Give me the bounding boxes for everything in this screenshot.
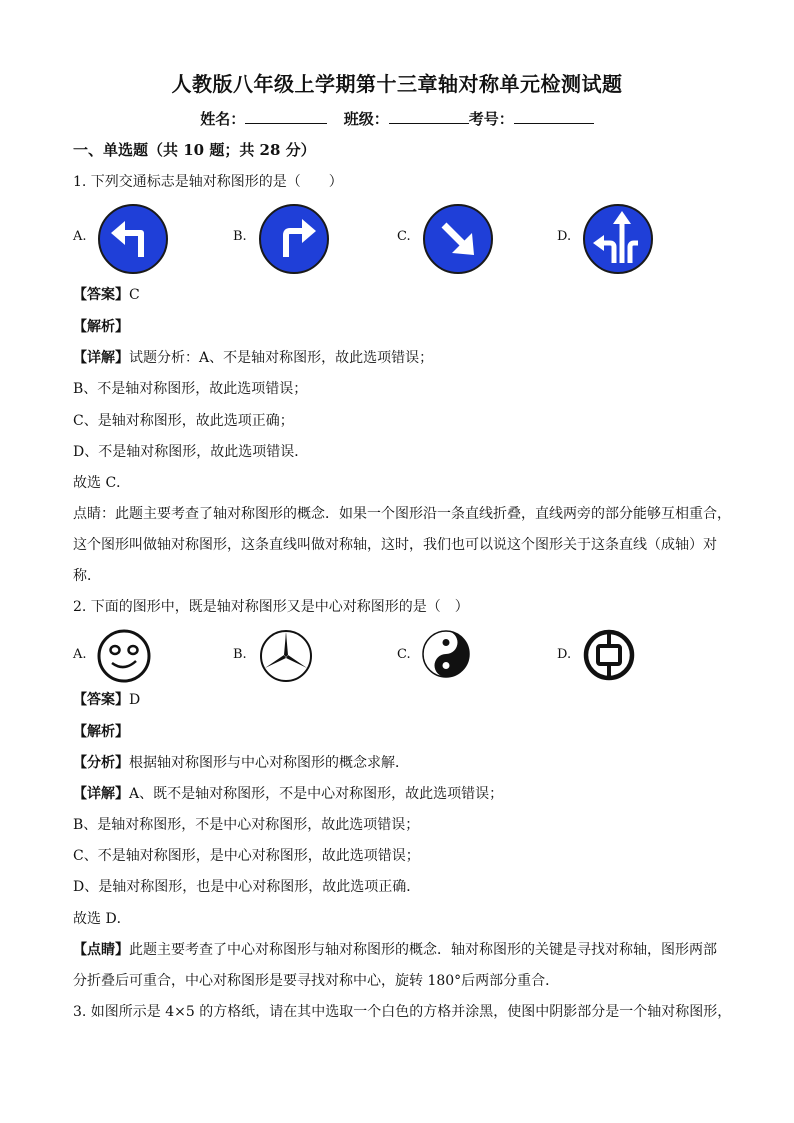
q1-detail [73,348,433,368]
page-title: 人教版八年级上学期第十三章轴对称单元检测试题 [171,72,623,96]
q2-note [73,940,717,960]
name-blank[interactable] [245,109,327,124]
straight-or-left-turn-sign-icon [582,203,654,275]
q2-analysis-label: 【解析】 [73,724,129,740]
q1-detail-text: 试题分析：A、不是轴对称图形，故此选项错误； [129,350,434,366]
right-turn-sign-icon [258,203,330,275]
q1-line-6: 这个图形叫做轴对称图形，这条直线叫做对称轴，这时，我们也可以说这个图形关于这条直线（成轴）对 [73,537,717,553]
q1-option-a-label: A. [73,229,87,244]
student-info [0,108,794,129]
q2-answer-tag: 【答案】 [73,692,129,708]
q1-answer-tag: 【答案】 [73,287,129,303]
q1-analysis-label: 【解析】 [73,319,129,335]
q2-analyze-tag: 【分析】 [73,755,129,771]
q2-analyze-text: 根据轴对称图形与中心对称图形的概念求解． [129,755,409,771]
yin-yang-icon [420,628,472,680]
q2-detail-text: A、既不是轴对称图形，不是中心对称图形，故此选项错误； [129,786,504,802]
q2-analyze [73,753,409,773]
q1-answer [73,285,140,305]
q1-stem: 1. 下列交通标志是轴对称图形的是（ ） [73,174,343,190]
section-heading: 一、单选题（共 10 题；共 28 分） [73,141,316,159]
q2-note-tag: 【点睛】 [73,942,129,958]
q2-note-text: 此题主要考查了中心对称图形与轴对称图形的概念．轴对称图形的关键是寻找对称轴，图形两部 [129,942,717,958]
q1-option-c-label: C. [397,229,411,244]
q1-line-4: 故选 C． [73,475,131,491]
q2-note-line-2: 分折叠后可重合，中心对称图形是要寻找对称中心，旋转 180°后两部分重合． [73,973,560,989]
q2-answer-value: D [129,692,141,708]
down-right-arrow-sign-icon [422,203,494,275]
q2-line-1: B、是轴对称图形，不是中心对称图形，故此选项错误； [73,817,420,833]
q2-stem: 2. 下面的图形中，既是轴对称图形又是中心对称图形的是（ ） [73,599,469,615]
class-label: 班级： [343,110,389,128]
q1-option-d-label: D. [557,229,572,244]
q2-line-4: 故选 D． [73,911,131,927]
class-blank[interactable] [389,109,469,124]
q2-option-b-label: B. [233,647,247,662]
bank-logo-icon [582,628,636,682]
q2-option-a-label: A. [73,647,87,662]
q1-line-5: 点睛：此题主要考查了轴对称图形的概念．如果一个图形沿一条直线折叠，直线两旁的部分能够互相重合， [73,506,731,522]
three-pointed-star-icon [258,628,314,684]
q2-detail-tag: 【详解】 [73,786,129,802]
q1-line-1: B、不是轴对称图形，故此选项错误； [73,381,308,397]
q1-answer-value: C [129,287,140,303]
left-turn-sign-icon [97,203,169,275]
q1-option-b-label: B. [233,229,247,244]
q1-detail-tag: 【详解】 [73,350,129,366]
q2-line-2: C、不是轴对称图形，是中心对称图形，故此选项错误； [73,848,420,864]
name-label: 姓名： [200,110,246,128]
q2-detail [73,784,503,804]
q1-line-2: C、是轴对称图形，故此选项正确； [73,413,294,429]
exam-blank[interactable] [514,109,594,124]
q2-option-d-label: D. [557,647,572,662]
q2-line-3: D、是轴对称图形，也是中心对称图形，故此选项正确． [73,879,421,895]
q1-analysis-tag [73,317,129,337]
q1-line-3: D、不是轴对称图形，故此选项错误． [73,444,309,460]
exam-label: 考号： [468,110,514,128]
q2-analysis-tag [73,722,129,742]
q3-stem: 3. 如图所示是 4×5 的方格纸，请在其中选取一个白色的方格并涂黑，使图中阴影部分是一个轴对称图形， [73,1004,732,1020]
q2-option-c-label: C. [397,647,411,662]
q1-line-7: 称． [73,568,101,584]
smiley-face-icon [96,628,152,684]
q2-answer [73,690,140,710]
